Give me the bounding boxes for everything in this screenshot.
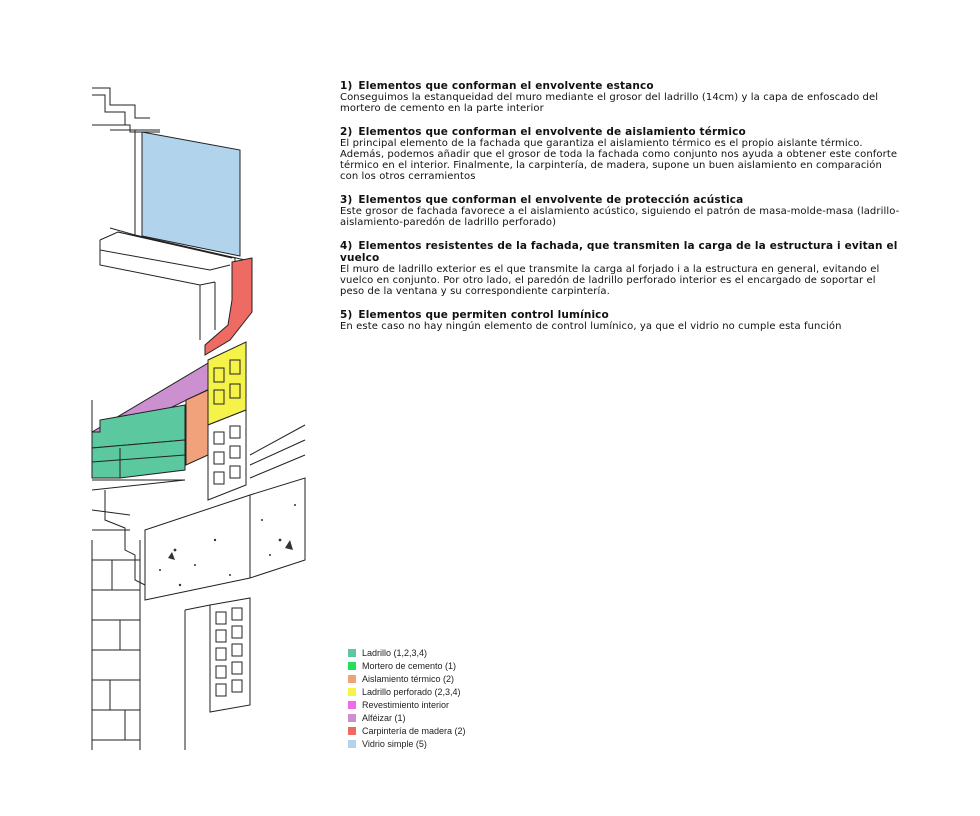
glass-pane	[142, 132, 240, 256]
legend-item-vidrio	[348, 737, 466, 750]
legend-swatch	[348, 649, 356, 657]
legend-swatch	[348, 714, 356, 722]
legend-label: Alféizar (1)	[362, 712, 406, 723]
legend-label: Aislamiento térmico (2)	[362, 673, 455, 684]
section-body: En este caso no hay ningún elemento de control lumínico, ya que el vidrio no cumple esta función	[340, 321, 842, 332]
section-title: Elementos que conforman el envolvente de protección acústica	[358, 194, 744, 206]
legend-swatch	[348, 675, 356, 683]
wood-carpentry	[205, 258, 252, 355]
section-body: Este grosor de fachada favorece a el aislamiento acústico, siguiendo el patrón de masa-molde-masa (ladrillo-aislamiento-paredón de ladrillo perforado)	[340, 206, 900, 228]
section-title: Elementos resistentes de la fachada, que transmiten la carga de la estructura i evitan el vuelco	[340, 240, 898, 264]
window-frame-outline	[110, 130, 135, 235]
legend-item-ladrillo	[348, 646, 466, 659]
section-title: Elementos que conforman el envolvente estanco	[358, 80, 654, 92]
top-lintel	[92, 88, 150, 118]
legend-label: Vidrio simple (5)	[362, 738, 427, 749]
thermal-insulation	[186, 390, 208, 465]
section-title: Elementos que conforman el envolvente de aislamiento térmico	[358, 126, 746, 138]
section-number: 5)	[340, 309, 353, 321]
legend-label: Mortero de cemento (1)	[362, 660, 457, 671]
materials-legend	[348, 646, 466, 750]
legend-label: Ladrillo (1,2,3,4)	[362, 647, 428, 658]
legend-label: Ladrillo perforado (2,3,4)	[362, 686, 461, 697]
section-2	[340, 126, 900, 182]
section-1	[340, 80, 900, 114]
legend-item-alfeizar	[348, 711, 466, 724]
legend-label: Revestimiento interior	[362, 699, 450, 710]
section-body: El muro de ladrillo exterior es el que transmite la carga al forjado i a la estructura en general, evitando el vuelco en conjunto. Por otro lado, el paredón de ladrillo perforado interior es el encargado de soportar el peso de la ventana y su correspondiente carpintería.	[340, 264, 880, 297]
legend-swatch	[348, 688, 356, 696]
section-number: 3)	[340, 194, 353, 206]
facade-section-drawing	[0, 0, 340, 816]
section-title: Elementos que permiten control lumínico	[358, 309, 609, 321]
legend-swatch	[348, 727, 356, 735]
legend-item-ladrillo-perforado	[348, 685, 466, 698]
notes-panel	[340, 80, 900, 344]
section-body: Conseguimos la estanqueidad del muro mediante el grosor del ladrillo (14cm) y la capa de enfoscado del mortero de cemento en la parte interior	[340, 92, 879, 114]
concrete-slab	[145, 478, 305, 600]
legend-swatch	[348, 701, 356, 709]
section-number: 1)	[340, 80, 353, 92]
legend-item-mortero	[348, 659, 466, 672]
section-3	[340, 194, 900, 228]
legend-item-carpinteria	[348, 724, 466, 737]
section-number: 2)	[340, 126, 353, 138]
legend-label: Carpintería de madera (2)	[362, 725, 466, 736]
section-number: 4)	[340, 240, 353, 252]
legend-item-aislamiento	[348, 672, 466, 685]
legend-swatch	[348, 740, 356, 748]
legend-swatch	[348, 662, 356, 670]
section-body: El principal elemento de la fachada que garantiza el aislamiento térmico es el propio aislante térmico. Además, podemos añadir que el grosor de toda la fachada como conjunto nos ayuda a obtener este conforte térmico en el interior. Finalmente, la carpintería, de madera, supone un buen aislamiento en comparación con los otros cerramientos	[340, 138, 898, 182]
section-5	[340, 309, 900, 332]
legend-item-revestimiento	[348, 698, 466, 711]
section-4	[340, 240, 900, 297]
